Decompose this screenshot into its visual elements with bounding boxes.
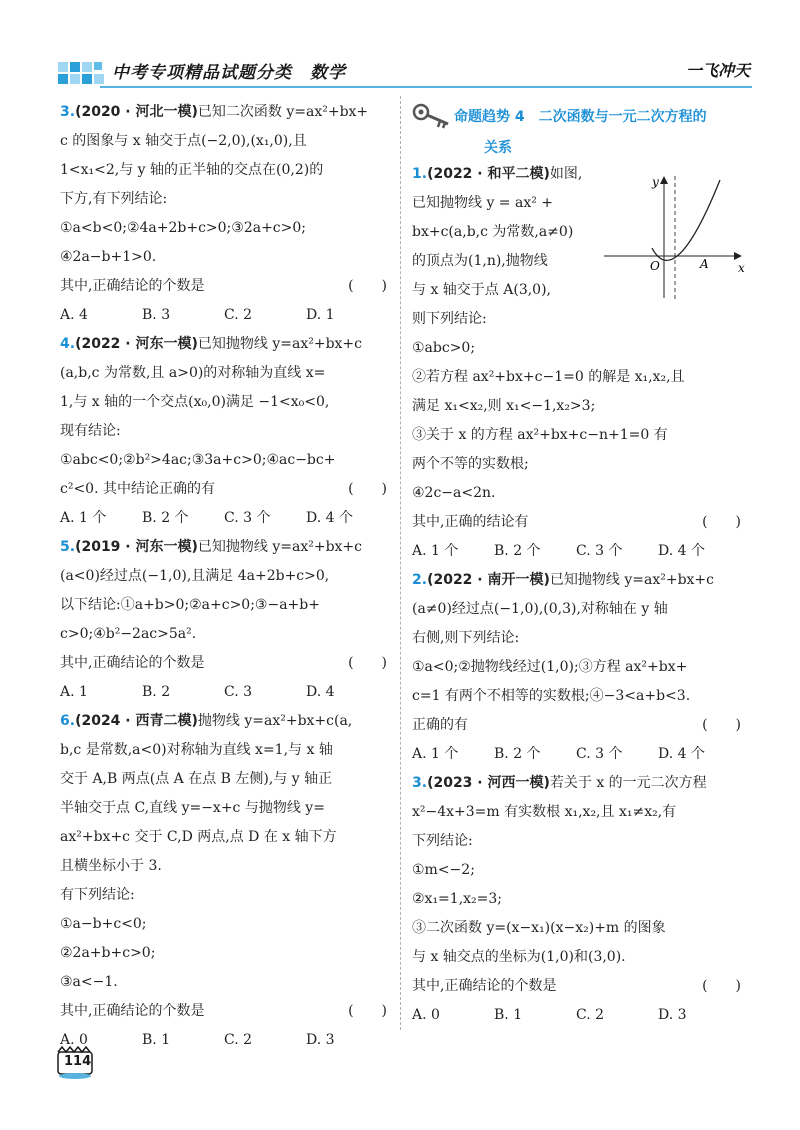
- choice-a: A. 1 个: [60, 510, 107, 526]
- question-source: (2019 · 河东一模): [75, 539, 198, 555]
- question-line: 其中,正确结论的个数是: [60, 278, 205, 294]
- question-line: 现有结论:: [60, 423, 121, 439]
- question-line: x²−4x+3=m 有实数根 x₁,x₂,且 x₁≠x₂,有: [412, 804, 677, 820]
- question-line: 其中,正确结论的个数是: [60, 1003, 205, 1019]
- answer-choices: [60, 301, 393, 330]
- question-number: 4.: [60, 336, 76, 352]
- answer-paren: ( ): [702, 978, 741, 994]
- choice-c: C. 2: [576, 1007, 605, 1023]
- question-line: ②若方程 ax²+bx+c−1=0 的解是 x₁,x₂,且: [412, 369, 685, 385]
- question-line: 下方,有下列结论:: [60, 191, 168, 207]
- choice-a: A. 0: [60, 1032, 88, 1048]
- choice-c: C. 3: [224, 684, 253, 700]
- question-line: 则下列结论:: [412, 311, 487, 327]
- question-source: (2024 · 西青二模): [75, 713, 198, 729]
- choice-c: C. 3 个: [576, 543, 623, 559]
- choice-b: B. 3: [142, 307, 171, 323]
- answer-choices: [412, 740, 747, 769]
- question-line: ①a−b+c<0;: [60, 916, 147, 932]
- question-line: 其中,正确结论的个数是: [60, 655, 205, 671]
- x-axis-label: x: [738, 261, 745, 275]
- question-right-3: [412, 769, 747, 1030]
- question-line: 且横坐标小于 3.: [60, 858, 162, 874]
- question-line: 1<x₁<2,与 y 轴的正半轴的交点在(0,2)的: [60, 162, 324, 178]
- question-line: bx+c(a,b,c 为常数,a≠0): [412, 224, 574, 240]
- question-line: ④2a−b+1>0.: [60, 249, 157, 265]
- question-line: ①abc<0;②b²>4ac;③3a+c>0;④ac−bc+: [60, 452, 336, 468]
- header-pixel-logo: [0, 0, 110, 96]
- page-header: [0, 0, 800, 96]
- question-line: ③关于 x 的方程 ax²+bx+c−n+1=0 有: [412, 427, 668, 443]
- origin-label: O: [650, 259, 660, 273]
- question-line: c 的图象与 x 轴交于点(−2,0),(x₁,0),且: [60, 133, 307, 149]
- column-divider: [400, 96, 401, 1030]
- choice-a: A. 4: [60, 307, 88, 323]
- answer-paren: ( ): [348, 481, 387, 497]
- answer-choices: [412, 537, 747, 566]
- question-source: (2022 · 河东一模): [75, 336, 198, 352]
- question-source: (2023 · 河西一模): [427, 775, 550, 791]
- question-number: 3.: [412, 775, 428, 791]
- question-number: 5.: [60, 539, 76, 555]
- question-line: 以下结论:①a+b>0;②a+c>0;③−a+b+: [60, 597, 320, 613]
- header-rule: [100, 86, 752, 88]
- answer-choices: [60, 504, 393, 533]
- question-number: 2.: [412, 572, 428, 588]
- choice-b: B. 1: [494, 1007, 523, 1023]
- question-line: ②2a+b+c>0;: [60, 945, 156, 961]
- choice-c: C. 2: [224, 1032, 253, 1048]
- question-line: 若关于 x 的一元二次方程: [549, 775, 707, 791]
- question-number: 3.: [60, 104, 76, 120]
- question-line: 正确的有: [412, 717, 468, 733]
- choice-b: B. 2: [142, 684, 171, 700]
- answer-paren: ( ): [702, 514, 741, 530]
- question-line: 如图,: [549, 166, 583, 182]
- choice-d: D. 3: [658, 1007, 687, 1023]
- choice-b: B. 2 个: [494, 543, 541, 559]
- choice-c: C. 2: [224, 307, 253, 323]
- question-line: 已知二次函数 y=ax²+bx+: [197, 104, 369, 120]
- choice-a: A. 0: [412, 1007, 440, 1023]
- question-left-5: [60, 533, 393, 707]
- question-line: 已知抛物线 y=ax²+bx+c: [197, 336, 362, 352]
- question-line: 与 x 轴交点的坐标为(1,0)和(3,0).: [412, 949, 626, 965]
- question-line: c>0;④b²−2ac>5a².: [60, 626, 197, 642]
- answer-paren: ( ): [702, 717, 741, 733]
- question-line: ③二次函数 y=(x−x₁)(x−x₂)+m 的图象: [412, 920, 666, 936]
- question-line: 已知抛物线 y=ax²+bx+c: [197, 539, 362, 555]
- choice-a: A. 1 个: [412, 746, 459, 762]
- choice-b: B. 2 个: [494, 746, 541, 762]
- choice-d: D. 4 个: [658, 746, 705, 762]
- question-line: ①abc>0;: [412, 340, 476, 356]
- question-line: (a<0)经过点(−1,0),且满足 4a+2b+c>0,: [60, 568, 330, 584]
- answer-paren: ( ): [348, 278, 387, 294]
- page-number: 114: [64, 1054, 92, 1069]
- question-line: ①m<−2;: [412, 862, 475, 878]
- question-source: (2020 · 河北一模): [75, 104, 198, 120]
- header-brand: 一飞冲天: [685, 61, 750, 80]
- question-source: (2022 · 和平二模): [427, 166, 550, 182]
- choice-d: D. 4 个: [658, 543, 705, 559]
- question-line: 与 x 轴交于点 A(3,0),: [412, 282, 551, 298]
- question-line: 抛物线 y=ax²+bx+c(a,: [197, 713, 353, 729]
- question-line: 已知抛物线 y = ax² +: [412, 195, 554, 211]
- y-axis-label: y: [652, 175, 659, 189]
- choice-d: D. 1: [306, 307, 335, 323]
- question-line: (a,b,c 为常数,且 a>0)的对称轴为直线 x=: [60, 365, 326, 381]
- left-column: [60, 98, 393, 1055]
- answer-paren: ( ): [348, 1003, 387, 1019]
- topic-title: 命题趋势 4 二次函数与一元二次方程的: [454, 109, 707, 125]
- question-line: c=1 有两个不相等的实数根;④−3<a+b<3.: [412, 688, 691, 704]
- topic-heading: [412, 98, 747, 160]
- question-source: (2022 · 南开一模): [427, 572, 550, 588]
- choice-d: D. 4 个: [306, 510, 353, 526]
- question-line: 右侧,则下列结论:: [412, 630, 520, 646]
- parabola-curve: [652, 180, 720, 260]
- choice-d: D. 4: [306, 684, 335, 700]
- answer-choices: [60, 678, 393, 707]
- question-line: ③a<−1.: [60, 974, 118, 990]
- question-line: 其中,正确结论的个数是: [412, 978, 557, 994]
- question-left-3: [60, 98, 393, 330]
- question-right-2: [412, 566, 747, 769]
- question-number: 6.: [60, 713, 76, 729]
- choice-c: C. 3 个: [576, 746, 623, 762]
- question-line: c²<0. 其中结论正确的有: [60, 481, 215, 497]
- question-line: 两个不等的实数根;: [412, 456, 529, 472]
- question-line: ①a<b<0;②4a+2b+c>0;③2a+c>0;: [60, 220, 307, 236]
- choice-b: B. 2 个: [142, 510, 189, 526]
- answer-choices: [60, 1026, 393, 1055]
- question-number: 1.: [412, 166, 428, 182]
- question-line: (a≠0)经过点(−1,0),(0,3),对称轴在 y 轴: [412, 601, 668, 617]
- choice-c: C. 3 个: [224, 510, 271, 526]
- question-line: 1,与 x 轴的一个交点(x₀,0)满足 −1<x₀<0,: [60, 394, 330, 410]
- question-line: ②x₁=1,x₂=3;: [412, 891, 503, 907]
- choice-a: A. 1 个: [412, 543, 459, 559]
- question-line: 的顶点为(1,n),抛物线: [412, 253, 548, 269]
- question-line: 交于 A,B 两点(点 A 在点 B 左侧),与 y 轴正: [60, 771, 333, 787]
- key-icon: [412, 102, 452, 130]
- answer-choices: [412, 1001, 747, 1030]
- point-a-label: A: [700, 257, 709, 271]
- parabola-figure: [600, 172, 745, 302]
- question-left-6: [60, 707, 393, 1055]
- question-line: 已知抛物线 y=ax²+bx+c: [549, 572, 714, 588]
- answer-paren: ( ): [348, 655, 387, 671]
- choice-a: A. 1: [60, 684, 88, 700]
- question-line: 半轴交于点 C,直线 y=−x+c 与抛物线 y=: [60, 800, 325, 816]
- question-line: 有下列结论:: [60, 887, 135, 903]
- question-line: 下列结论:: [412, 833, 473, 849]
- topic-title-continued: 关系: [484, 140, 512, 156]
- question-line: b,c 是常数,a<0)对称轴为直线 x=1,与 x 轴: [60, 742, 333, 758]
- question-line: 其中,正确的结论有: [412, 514, 529, 530]
- choice-d: D. 3: [306, 1032, 335, 1048]
- question-left-4: [60, 330, 393, 533]
- choice-b: B. 1: [142, 1032, 171, 1048]
- question-line: 满足 x₁<x₂,则 x₁<−1,x₂>3;: [412, 398, 596, 414]
- question-line: ①a<0;②抛物线经过(1,0);③方程 ax²+bx+: [412, 659, 688, 675]
- question-line: ax²+bx+c 交于 C,D 两点,点 D 在 x 轴下方: [60, 829, 337, 845]
- question-line: ④2c−a<2n.: [412, 485, 496, 501]
- header-title: 中考专项精品试题分类 数学: [112, 63, 346, 83]
